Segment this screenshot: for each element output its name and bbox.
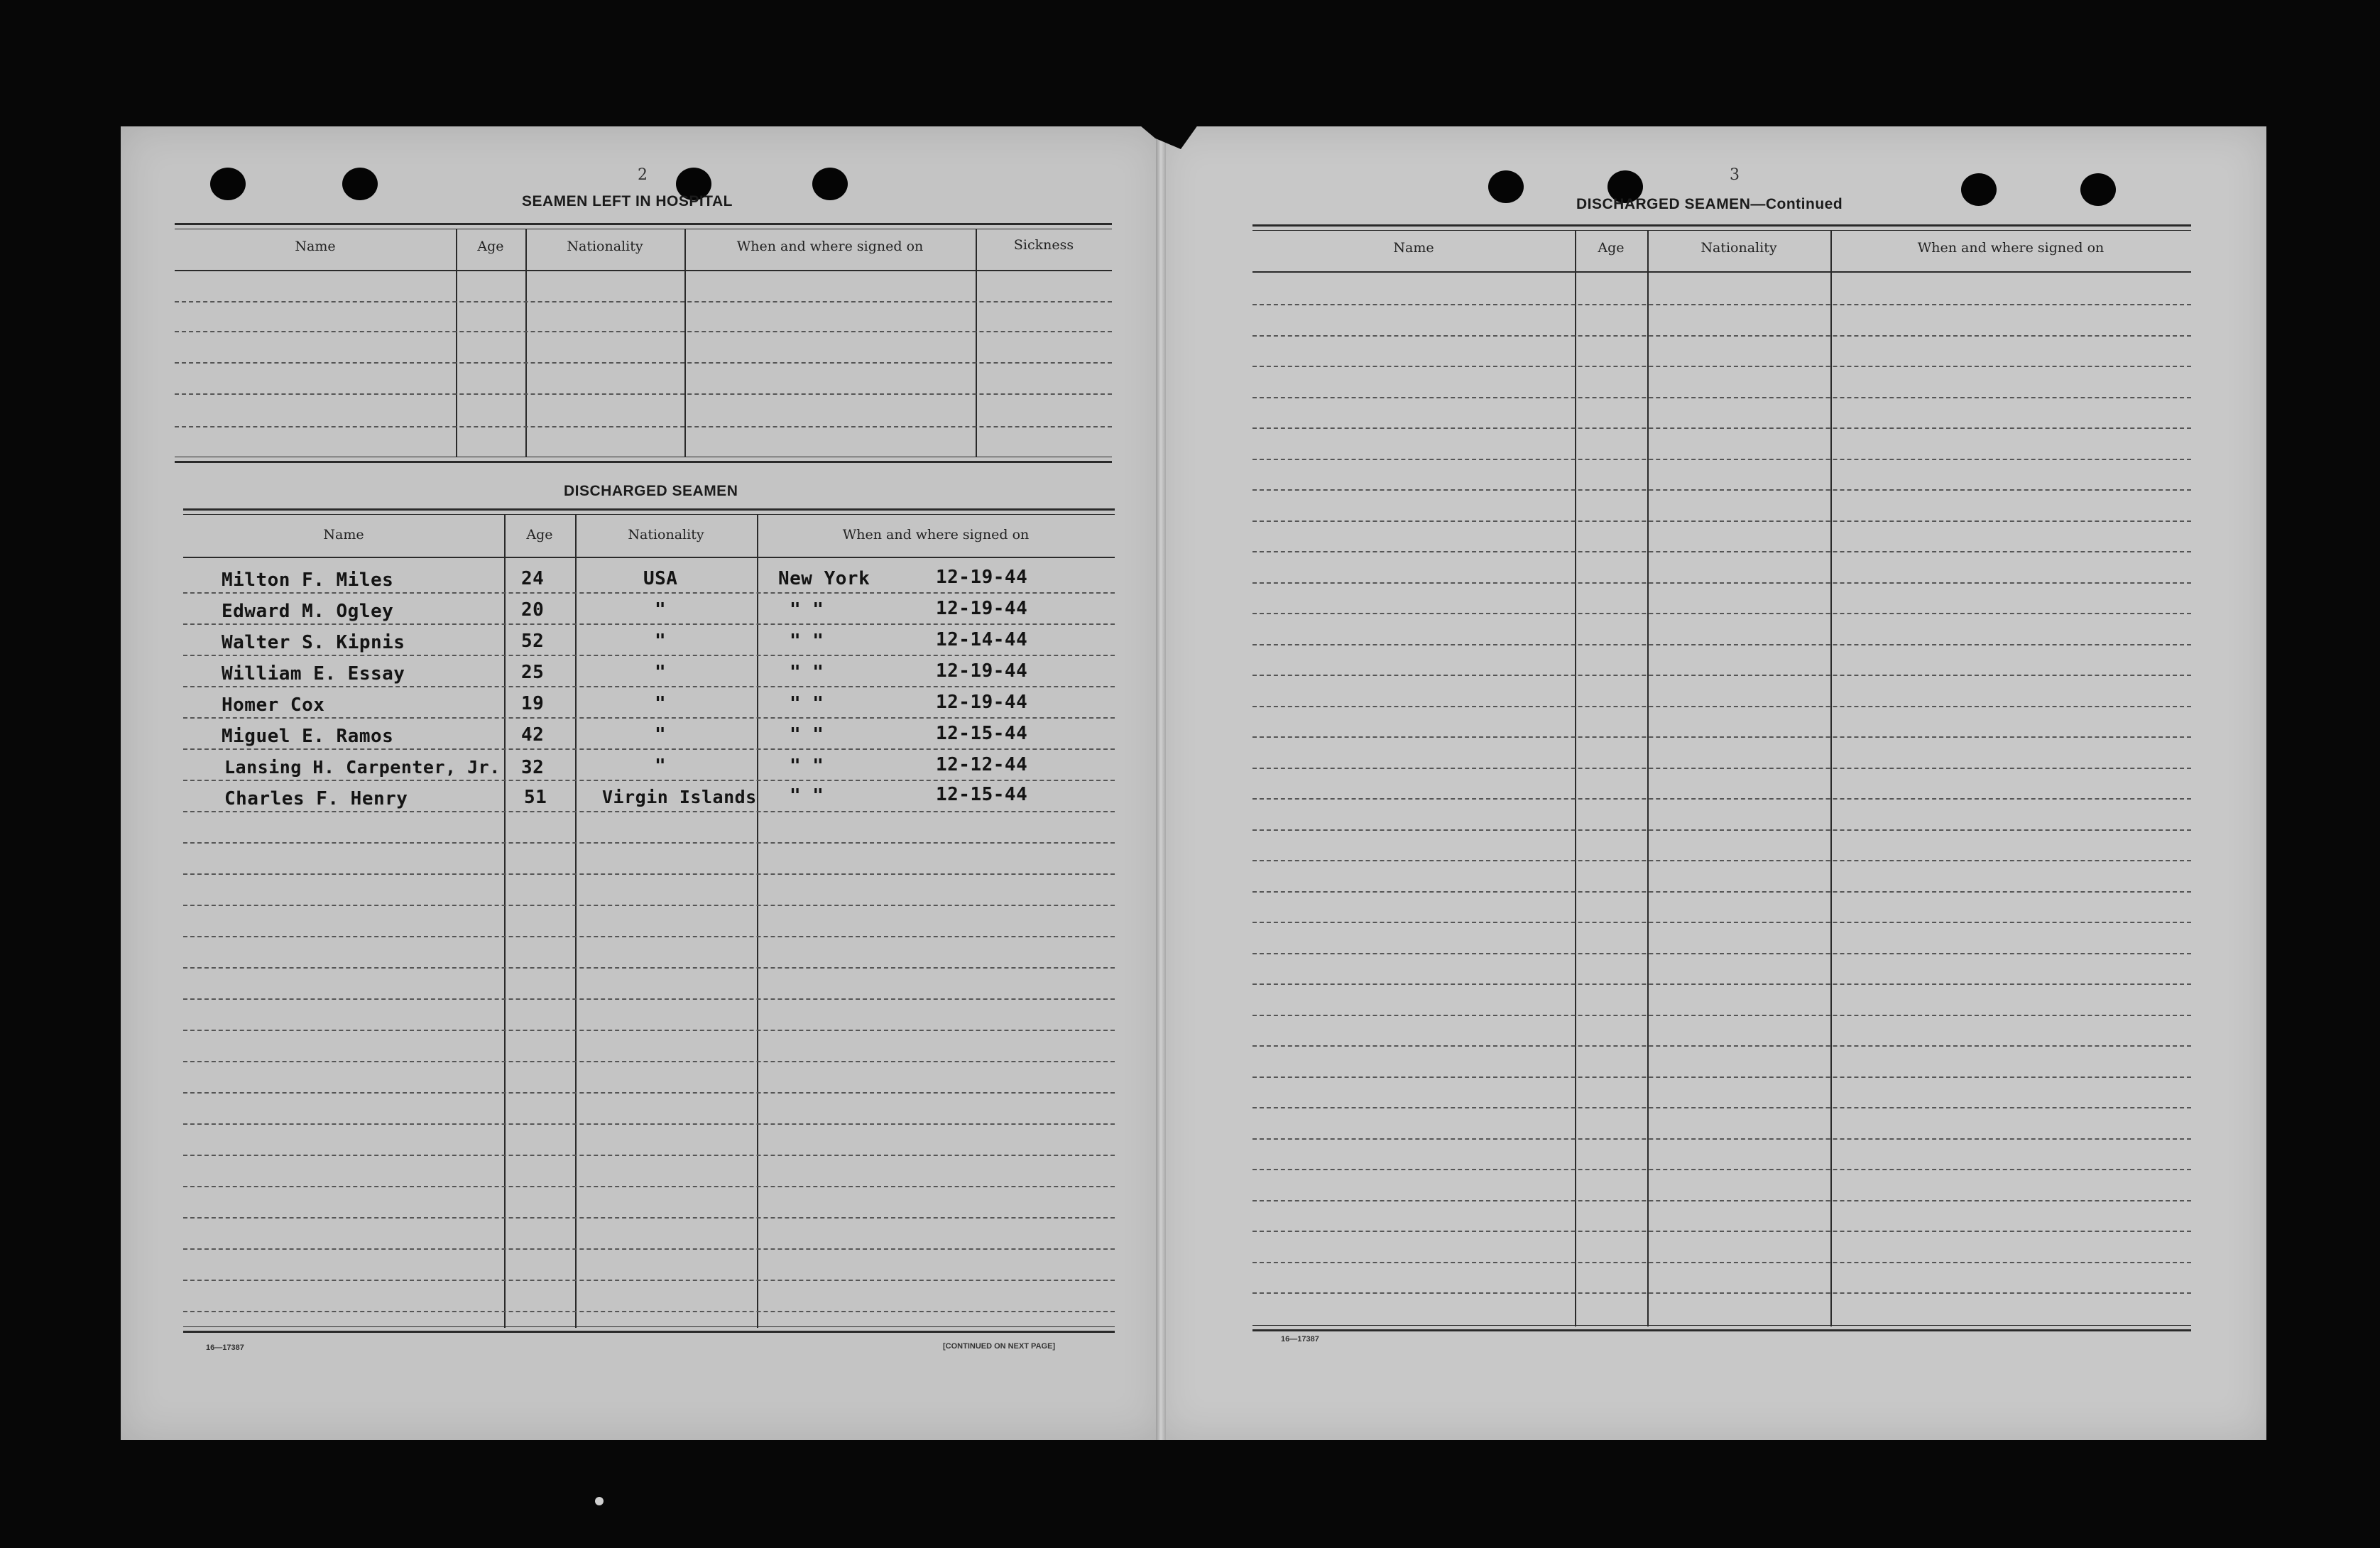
discharged-continued-title [1576, 196, 1843, 213]
signed-on-date: 12-15-44 [936, 784, 1028, 805]
entry-rule [1252, 1138, 2191, 1140]
signed-on-place: " " [790, 724, 824, 746]
entry-rule [183, 655, 1115, 656]
seaman-age: 20 [521, 599, 545, 621]
entry-rule [175, 362, 1112, 364]
title-suffix: —Continued [1750, 196, 1843, 212]
entry-rule [183, 592, 1115, 594]
header-rule [1252, 271, 2191, 273]
punch-hole [1488, 170, 1524, 203]
page-number: 2 [638, 166, 648, 184]
column-header-signed-on: When and where signed on [842, 527, 1030, 543]
table-top-border [175, 223, 1112, 229]
entry-rule [183, 936, 1115, 937]
seaman-name: Miguel E. Ramos [222, 726, 394, 747]
entry-rule [1252, 891, 2191, 893]
seaman-nationality: " [655, 662, 667, 683]
entry-rule [1252, 798, 2191, 800]
entry-rule [183, 873, 1115, 875]
column-header-nationality: Nationality [567, 239, 643, 254]
column-divider [976, 229, 977, 457]
header-rule [183, 557, 1115, 558]
seaman-age: 51 [524, 787, 547, 808]
entry-rule [1252, 1107, 2191, 1108]
entry-rule [1252, 768, 2191, 769]
seaman-name: Homer Cox [222, 694, 325, 716]
entry-rule [183, 780, 1115, 781]
entry-rule [175, 426, 1112, 427]
punch-hole [812, 168, 848, 200]
entry-rule [1252, 582, 2191, 584]
signed-on-date: 12-15-44 [936, 723, 1028, 744]
entry-rule [183, 811, 1115, 812]
entry-rule [1252, 736, 2191, 738]
entry-rule [183, 623, 1115, 625]
entry-rule [175, 301, 1112, 302]
entry-rule [1252, 1045, 2191, 1047]
entry-rule [1252, 1292, 2191, 1294]
signed-on-date: 12-12-44 [936, 754, 1028, 775]
signed-on-place: " " [790, 599, 824, 621]
signed-on-date: 12-19-44 [936, 567, 1028, 588]
seaman-name: Walter S. Kipnis [222, 632, 405, 653]
seaman-name: William E. Essay [222, 663, 405, 685]
entry-rule [175, 393, 1112, 395]
table-bottom-border [175, 457, 1112, 463]
entry-rule [183, 748, 1115, 750]
seaman-nationality: " [655, 693, 667, 714]
entry-rule [1252, 1169, 2191, 1170]
entry-rule [183, 1248, 1115, 1250]
column-divider [456, 229, 457, 457]
page-fold [1156, 126, 1166, 1440]
entry-rule [1252, 983, 2191, 985]
seaman-name: Milton F. Miles [222, 569, 394, 591]
entry-rule [1252, 860, 2191, 861]
seaman-age: 42 [521, 724, 545, 746]
column-divider [575, 514, 577, 1328]
entry-rule [1252, 953, 2191, 954]
signed-on-date: 12-19-44 [936, 598, 1028, 619]
entry-rule [1252, 366, 2191, 367]
punch-hole [210, 168, 246, 200]
signed-on-place: " " [790, 693, 824, 714]
seaman-age: 19 [521, 693, 545, 714]
entry-rule [1252, 459, 2191, 460]
hospital-table [175, 223, 1112, 464]
entry-rule [1252, 397, 2191, 398]
continued-note: [CONTINUED ON NEXT PAGE] [943, 1342, 1056, 1351]
entry-rule [183, 1186, 1115, 1187]
entry-rule [1252, 335, 2191, 337]
entry-rule [1252, 706, 2191, 707]
column-header-signed-on: When and where signed on [1917, 240, 2105, 256]
seaman-nationality: USA [643, 568, 678, 589]
entry-rule [183, 967, 1115, 969]
entry-rule [183, 998, 1115, 1000]
column-header-nationality: Nationality [628, 527, 704, 543]
entry-rule [1252, 613, 2191, 614]
seaman-age: 25 [521, 662, 545, 683]
column-header-sickness: Sickness [1013, 237, 1074, 253]
seaman-nationality: " [655, 756, 667, 777]
column-header-name: Name [323, 527, 364, 543]
seaman-name: Charles F. Henry [224, 788, 408, 810]
discharged-continued-table [1252, 224, 2191, 1332]
seaman-age: 52 [521, 631, 545, 652]
signed-on-date: 12-14-44 [936, 629, 1028, 650]
column-header-name: Name [295, 239, 336, 254]
column-divider [1647, 230, 1649, 1326]
seaman-nationality: Virgin Islands [602, 787, 757, 807]
column-header-name: Name [1393, 240, 1434, 256]
column-header-nationality: Nationality [1701, 240, 1777, 256]
entry-rule [175, 331, 1112, 332]
table-bottom-border [183, 1326, 1115, 1333]
signed-on-date: 12-19-44 [936, 692, 1028, 713]
table-top-border [183, 508, 1115, 515]
signed-on-place: " " [790, 631, 824, 652]
hospital-section-title: SEAMEN LEFT IN HOSPITAL [522, 193, 733, 209]
entry-rule [183, 1311, 1115, 1312]
entry-rule [1252, 1200, 2191, 1201]
seaman-name: Edward M. Ogley [222, 601, 394, 622]
seaman-nationality: " [655, 724, 667, 746]
column-divider [684, 229, 686, 457]
punch-hole [2080, 173, 2116, 206]
title-main: DISCHARGED SEAMEN [1576, 196, 1751, 212]
entry-rule [1252, 675, 2191, 676]
entry-rule [183, 1155, 1115, 1156]
signed-on-date: 12-19-44 [936, 660, 1028, 682]
form-number: 16—17387 [206, 1343, 244, 1352]
seaman-nationality: " [655, 599, 667, 621]
column-header-age: Age [526, 527, 553, 543]
column-divider [1575, 230, 1576, 1326]
seaman-name: Lansing H. Carpenter, Jr. [224, 757, 501, 778]
entry-rule [1252, 644, 2191, 645]
entry-rule [183, 1061, 1115, 1062]
entry-rule [1252, 304, 2191, 305]
column-header-signed-on: When and where signed on [736, 239, 924, 254]
column-header-age: Age [477, 239, 504, 254]
entry-rule [1252, 1076, 2191, 1078]
punch-hole [342, 168, 378, 200]
entry-rule [1252, 922, 2191, 923]
signed-on-place: New York [778, 568, 870, 589]
entry-rule [1252, 829, 2191, 831]
discharged-section-title: DISCHARGED SEAMEN [564, 483, 738, 499]
signed-on-place: " " [790, 756, 824, 777]
entry-rule [183, 905, 1115, 906]
entry-rule [183, 717, 1115, 719]
entry-rule [1252, 489, 2191, 491]
entry-rule [183, 686, 1115, 687]
entry-rule [1252, 520, 2191, 522]
seaman-age: 32 [521, 757, 545, 778]
entry-rule [1252, 1231, 2191, 1232]
entry-rule [1252, 1262, 2191, 1263]
signed-on-place: " " [790, 785, 824, 807]
entry-rule [183, 1123, 1115, 1125]
entry-rule [183, 1217, 1115, 1219]
table-bottom-border [1252, 1325, 2191, 1331]
entry-rule [183, 842, 1115, 844]
seaman-nationality: " [655, 631, 667, 652]
entry-rule [183, 1280, 1115, 1281]
entry-rule [1252, 1015, 2191, 1016]
column-header-age: Age [1598, 240, 1625, 256]
page-number: 3 [1730, 166, 1740, 184]
paper-speck [595, 1497, 604, 1505]
punch-hole [1961, 173, 1997, 206]
entry-rule [1252, 427, 2191, 429]
form-number: 16—17387 [1281, 1335, 1319, 1343]
seaman-age: 24 [521, 568, 545, 589]
column-divider [525, 229, 527, 457]
entry-rule [183, 1092, 1115, 1094]
column-divider [757, 514, 758, 1328]
entry-rule [183, 1030, 1115, 1031]
column-divider [504, 514, 506, 1328]
column-divider [1830, 230, 1832, 1326]
entry-rule [1252, 551, 2191, 552]
table-top-border [1252, 224, 2191, 231]
header-rule [175, 270, 1112, 271]
signed-on-place: " " [790, 662, 824, 683]
